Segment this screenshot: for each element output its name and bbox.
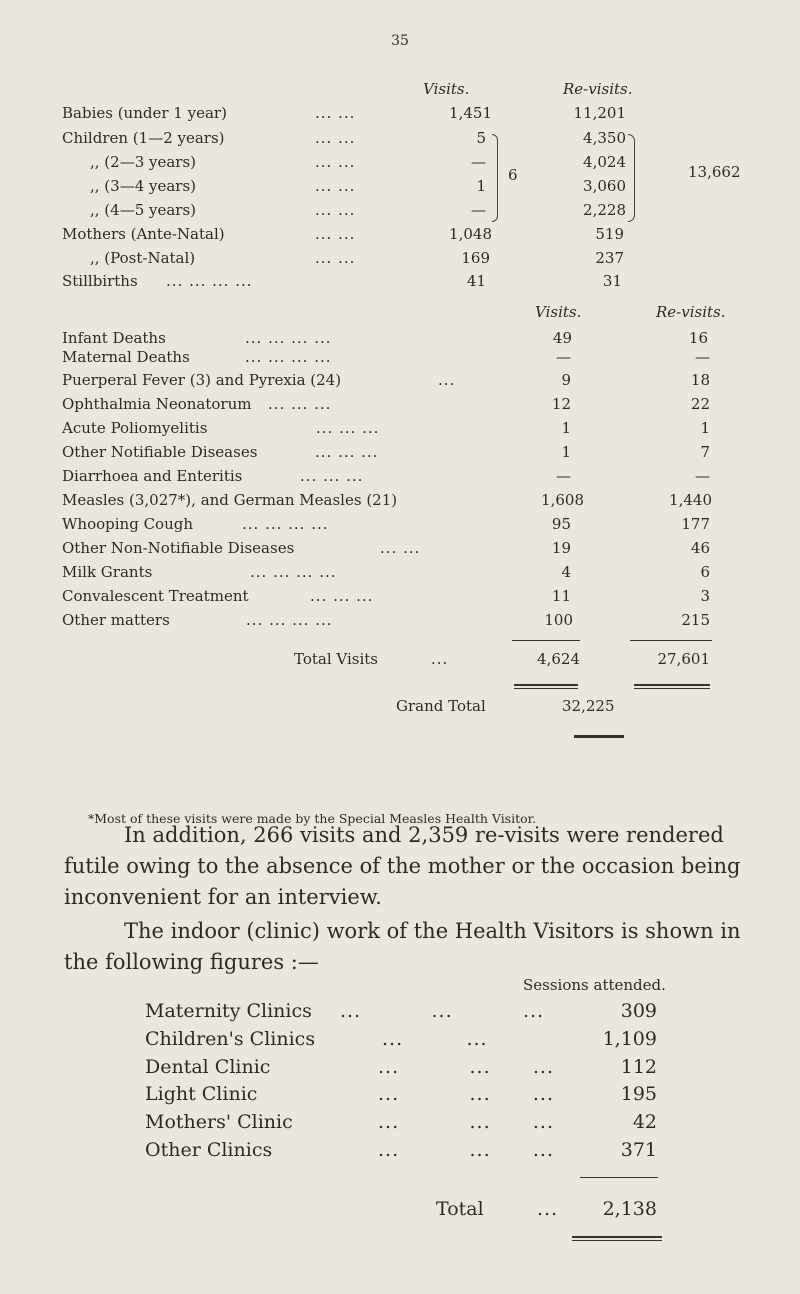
cases-revisits-col-header: Re-visits. bbox=[656, 303, 726, 321]
row-visits: — bbox=[471, 201, 486, 219]
table-row bbox=[0, 1056, 800, 1082]
total-visits-label: Total Visits bbox=[294, 650, 378, 668]
table-row bbox=[0, 1083, 800, 1109]
clinic-value: 42 bbox=[632, 1111, 657, 1133]
visits-col-header: Visits. bbox=[423, 80, 470, 98]
clinics-sum-rule bbox=[580, 1177, 658, 1178]
leader-dots: ... ... bbox=[315, 201, 356, 219]
cases-visits-col-header: Visits. bbox=[535, 303, 582, 321]
row-label: Diarrhoea and Enteritis bbox=[62, 467, 243, 485]
row-label: ,, (Post-Natal) bbox=[90, 249, 196, 267]
clinic-value: 371 bbox=[620, 1139, 657, 1161]
revisits-sum-rule bbox=[630, 640, 712, 641]
row-revisits: 11,201 bbox=[573, 104, 626, 122]
paragraph-futile-visits: In addition, 266 visits and 2,359 re-visits were rendered futile owing to the absence of the mother or the occasion being inconvenient for an interview. bbox=[64, 823, 741, 909]
leader-dots: ... ... ... bbox=[340, 1000, 545, 1022]
row-visits: — bbox=[556, 467, 571, 485]
leader-dots: ... ... ... bbox=[378, 1139, 554, 1161]
leader-dots: ... ... bbox=[315, 177, 356, 195]
visits-total-double-rule-2 bbox=[514, 688, 578, 689]
clinics-total-double-rule bbox=[572, 1236, 662, 1238]
row-revisits: 4,024 bbox=[583, 153, 626, 171]
row-label: Acute Poliomyelitis bbox=[62, 419, 208, 437]
leader-dots: ... ... ... bbox=[268, 395, 332, 413]
leader-dots: ... ... ... bbox=[300, 467, 364, 485]
row-visits: 5 bbox=[476, 129, 486, 147]
children-revisits-total: 13,662 bbox=[688, 163, 741, 181]
row-revisits: 46 bbox=[690, 539, 710, 557]
leader-dots: ... ... ... bbox=[315, 443, 379, 461]
table-row bbox=[0, 611, 800, 633]
row-visits: — bbox=[471, 153, 486, 171]
revisits-total-double-rule bbox=[634, 684, 710, 686]
row-revisits: — bbox=[695, 348, 710, 366]
row-visits: 4 bbox=[561, 563, 571, 581]
clinic-label: Dental Clinic bbox=[145, 1056, 271, 1078]
row-label: Other Non-Notifiable Diseases bbox=[62, 539, 295, 557]
row-label: Mothers (Ante-Natal) bbox=[62, 225, 225, 243]
row-revisits: 1 bbox=[700, 419, 710, 437]
clinic-label: Other Clinics bbox=[145, 1139, 273, 1161]
row-label: Maternal Deaths bbox=[62, 348, 190, 366]
row-visits: 1,048 bbox=[449, 225, 492, 243]
clinics-total-double-rule-2 bbox=[572, 1240, 662, 1241]
row-revisits: 4,350 bbox=[583, 129, 626, 147]
row-visits: 95 bbox=[551, 515, 571, 533]
table-row bbox=[0, 587, 800, 609]
grand-total-label: Grand Total bbox=[396, 697, 486, 715]
row-visits: 1 bbox=[561, 419, 571, 437]
leader-dots: ... ... bbox=[315, 153, 356, 171]
row-label: Whooping Cough bbox=[62, 515, 194, 533]
row-label: ,, (4—5 years) bbox=[90, 201, 197, 219]
row-visits: 1 bbox=[561, 443, 571, 461]
table-row bbox=[0, 443, 800, 465]
table-row bbox=[0, 1111, 800, 1137]
table-row bbox=[0, 1028, 800, 1054]
clinic-label: Maternity Clinics bbox=[145, 1000, 312, 1022]
table-row bbox=[0, 371, 800, 393]
clinic-value: 195 bbox=[620, 1083, 657, 1105]
total-revisits-value: 27,601 bbox=[657, 650, 710, 668]
row-visits: 1,451 bbox=[449, 104, 492, 122]
table-row bbox=[0, 491, 800, 513]
row-visits: 9 bbox=[561, 371, 571, 389]
table-row bbox=[0, 177, 800, 199]
row-revisits: 519 bbox=[595, 225, 624, 243]
leader-dots: ... ... ... ... bbox=[245, 329, 332, 347]
table-row bbox=[0, 201, 800, 223]
children-revisits-brace bbox=[628, 134, 635, 222]
table-row bbox=[0, 129, 800, 151]
leader-dots: ... ... ... ... bbox=[246, 611, 333, 629]
table-row bbox=[0, 419, 800, 441]
children-visits-brace bbox=[492, 134, 498, 222]
clinic-value: 1,109 bbox=[602, 1028, 657, 1050]
row-label: Stillbirths bbox=[62, 272, 138, 290]
leader-dots: ... ... bbox=[315, 129, 356, 147]
table-row bbox=[0, 348, 800, 370]
row-revisits: 6 bbox=[700, 563, 710, 581]
leader-dots: ... bbox=[438, 371, 456, 389]
row-visits: 11 bbox=[551, 587, 571, 605]
leader-dots: ... ... ... bbox=[310, 587, 374, 605]
row-revisits: 215 bbox=[681, 611, 710, 629]
page-number: 35 bbox=[391, 33, 409, 49]
row-visits: 100 bbox=[544, 611, 573, 629]
table-row bbox=[0, 272, 800, 294]
clinic-value: 309 bbox=[620, 1000, 657, 1022]
leader-dots: ... ... bbox=[315, 104, 356, 122]
leader-dots: ... ... bbox=[315, 225, 356, 243]
row-revisits: 18 bbox=[690, 371, 710, 389]
row-revisits: 31 bbox=[602, 272, 622, 290]
row-label: Children (1—2 years) bbox=[62, 129, 225, 147]
leader-dots: ... ... ... ... bbox=[242, 515, 329, 533]
clinics-total-value: 2,138 bbox=[602, 1198, 657, 1220]
row-revisits: 22 bbox=[690, 395, 710, 413]
paragraph-clinic-intro: The indoor (clinic) work of the Health Visitors is shown in the following figures :— bbox=[64, 919, 741, 974]
row-revisits: 177 bbox=[681, 515, 710, 533]
grand-total-rule bbox=[574, 735, 624, 738]
row-visits: 1 bbox=[476, 177, 486, 195]
sessions-col-header: Sessions attended. bbox=[523, 976, 666, 994]
row-revisits: 2,228 bbox=[583, 201, 626, 219]
row-revisits: 237 bbox=[595, 249, 624, 267]
leader-dots: ... ... ... ... bbox=[250, 563, 337, 581]
leader-dots: ... ... ... bbox=[378, 1083, 554, 1105]
grand-total-value: 32,225 bbox=[562, 697, 615, 715]
footnote: *Most of these visits were made by the Special Measles Health Visitor. bbox=[88, 811, 537, 826]
row-label: Ophthalmia Neonatorum bbox=[62, 395, 252, 413]
clinic-value: 112 bbox=[620, 1056, 657, 1078]
leader-dots: ... bbox=[431, 650, 449, 668]
table-row bbox=[0, 539, 800, 561]
table-row bbox=[0, 563, 800, 585]
clinics-total-label: Total bbox=[436, 1198, 484, 1220]
leader-dots: ... bbox=[537, 1198, 559, 1220]
total-visits-row bbox=[0, 650, 800, 672]
children-visits-total: 6 bbox=[508, 166, 518, 184]
table-row bbox=[0, 395, 800, 417]
leader-dots: ... ... ... ... bbox=[166, 272, 253, 290]
leader-dots: ... ... bbox=[380, 539, 421, 557]
table-row bbox=[0, 225, 800, 247]
row-revisits: 7 bbox=[700, 443, 710, 461]
row-revisits: 16 bbox=[688, 329, 708, 347]
leader-dots: ... ... ... bbox=[378, 1056, 554, 1078]
table-row bbox=[0, 1139, 800, 1165]
row-label: Other Notifiable Diseases bbox=[62, 443, 258, 461]
table-row bbox=[0, 153, 800, 175]
row-label: ,, (2—3 years) bbox=[90, 153, 197, 171]
table-row bbox=[0, 249, 800, 271]
revisits-total-double-rule-2 bbox=[634, 688, 710, 689]
table-row bbox=[0, 1000, 800, 1026]
row-label: Other matters bbox=[62, 611, 170, 629]
row-revisits: — bbox=[695, 467, 710, 485]
row-visits: 19 bbox=[551, 539, 571, 557]
row-visits: 12 bbox=[551, 395, 571, 413]
row-label: ,, (3—4 years) bbox=[90, 177, 197, 195]
total-visits-value: 4,624 bbox=[537, 650, 580, 668]
table-row bbox=[0, 104, 800, 126]
table-row bbox=[0, 467, 800, 489]
leader-dots: ... ... ... bbox=[378, 1111, 554, 1133]
clinic-label: Children's Clinics bbox=[145, 1028, 316, 1050]
leader-dots: ... ... bbox=[315, 249, 356, 267]
row-label: Convalescent Treatment bbox=[62, 587, 249, 605]
leader-dots: ... ... bbox=[382, 1028, 488, 1050]
row-label: Babies (under 1 year) bbox=[62, 104, 227, 122]
clinics-total-row bbox=[0, 1198, 800, 1224]
row-label: Infant Deaths bbox=[62, 329, 166, 347]
row-label: Milk Grants bbox=[62, 563, 153, 581]
table-row bbox=[0, 515, 800, 537]
row-revisits: 3,060 bbox=[583, 177, 626, 195]
row-visits: 41 bbox=[466, 272, 486, 290]
leader-dots: ... ... ... bbox=[316, 419, 380, 437]
row-visits: 49 bbox=[552, 329, 572, 347]
row-visits: 1,608 bbox=[541, 491, 584, 509]
leader-dots: ... ... ... ... bbox=[245, 348, 332, 366]
row-revisits: 1,440 bbox=[669, 491, 712, 509]
row-visits: — bbox=[556, 348, 571, 366]
clinic-label: Light Clinic bbox=[145, 1083, 258, 1105]
grand-total-row bbox=[0, 697, 800, 721]
revisits-col-header: Re-visits. bbox=[563, 80, 633, 98]
row-visits: 169 bbox=[461, 249, 490, 267]
visits-sum-rule bbox=[512, 640, 580, 641]
clinic-label: Mothers' Clinic bbox=[145, 1111, 293, 1133]
row-revisits: 3 bbox=[700, 587, 710, 605]
visits-total-double-rule bbox=[514, 684, 578, 686]
row-label: Puerperal Fever (3) and Pyrexia (24) bbox=[62, 371, 342, 389]
row-label: Measles (3,027*), and German Measles (21) bbox=[62, 491, 398, 509]
